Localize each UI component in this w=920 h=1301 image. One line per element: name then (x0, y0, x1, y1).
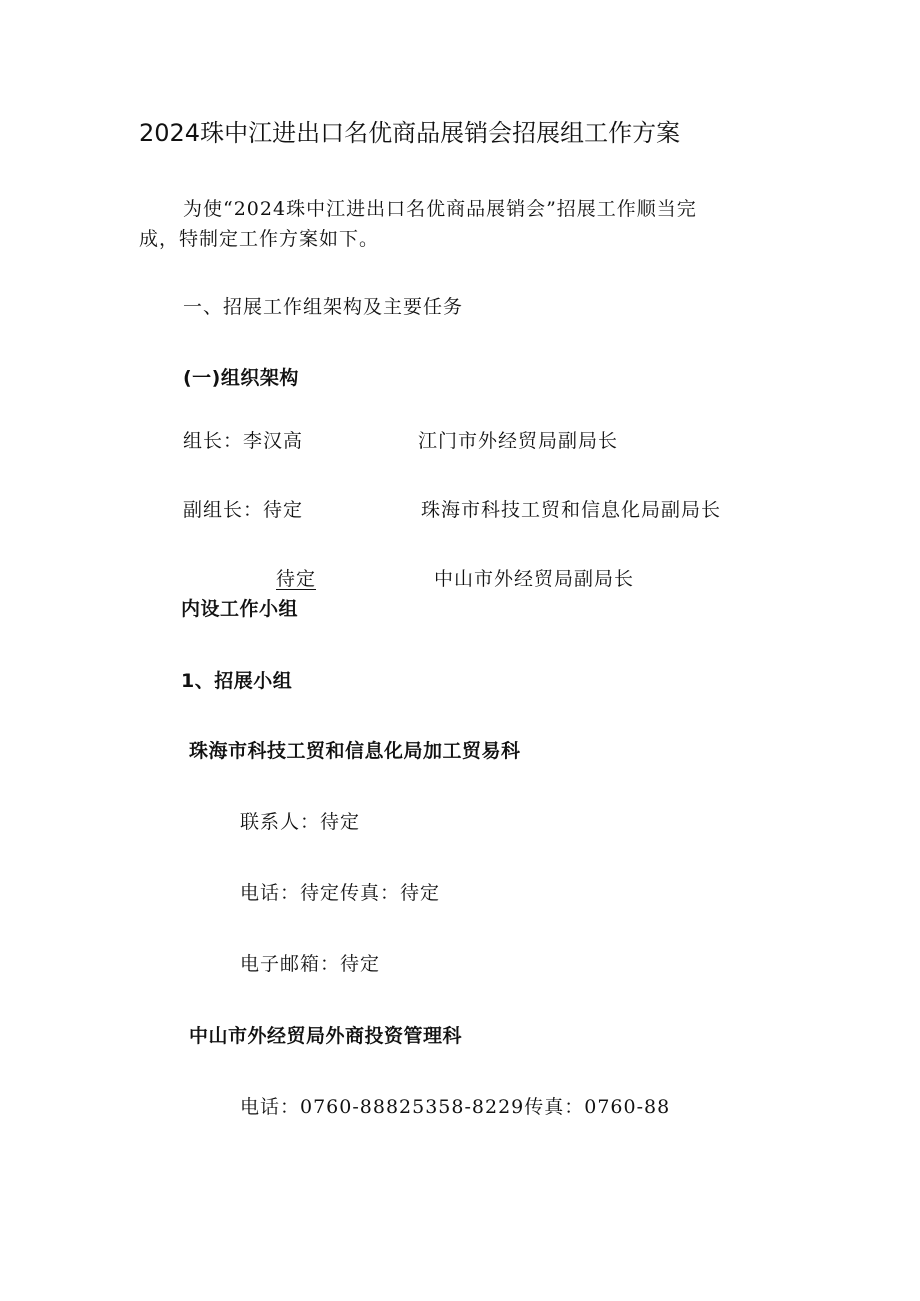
deputy-leader-2-name: 待定 (276, 568, 317, 590)
org-1-phone-fax: 电话：待定传真：待定 (240, 882, 441, 904)
subsection-heading-organization: (一)组织架构 (183, 367, 299, 389)
org-1-name: 珠海市科技工贸和信息化局加工贸易科 (189, 740, 521, 762)
org-1-contact: 联系人：待定 (240, 811, 361, 833)
intro-paragraph-line-2: 成，特制定工作方案如下。 (139, 228, 380, 250)
org-2-name: 中山市外经贸局外商投资管理科 (189, 1025, 463, 1047)
intro-paragraph-line-1: 为使“2024珠中江进出口名优商品展销会”招展工作顺当完 (183, 198, 697, 220)
internal-groups-heading: 内设工作小组 (181, 598, 299, 620)
org-1-email: 电子邮箱：待定 (240, 953, 381, 975)
deputy-leader-title-1: 珠海市科技工贸和信息化局副局长 (421, 499, 722, 521)
deputy-leader-title-2: 中山市外经贸局副局长 (434, 568, 635, 590)
leader-label: 组长：李汉高 (183, 430, 304, 452)
document-title: 2024珠中江进出口名优商品展销会招展组工作方案 (139, 119, 681, 147)
org-2-phone-fax: 电话：0760-88825358-8229传真：0760-88 (240, 1096, 671, 1118)
group-1-heading: 1、招展小组 (181, 670, 293, 692)
section-heading-1: 一、招展工作组架构及主要任务 (183, 296, 464, 318)
deputy-leader-label: 副组长：待定 (183, 499, 304, 521)
leader-title: 江门市外经贸局副局长 (418, 430, 619, 452)
